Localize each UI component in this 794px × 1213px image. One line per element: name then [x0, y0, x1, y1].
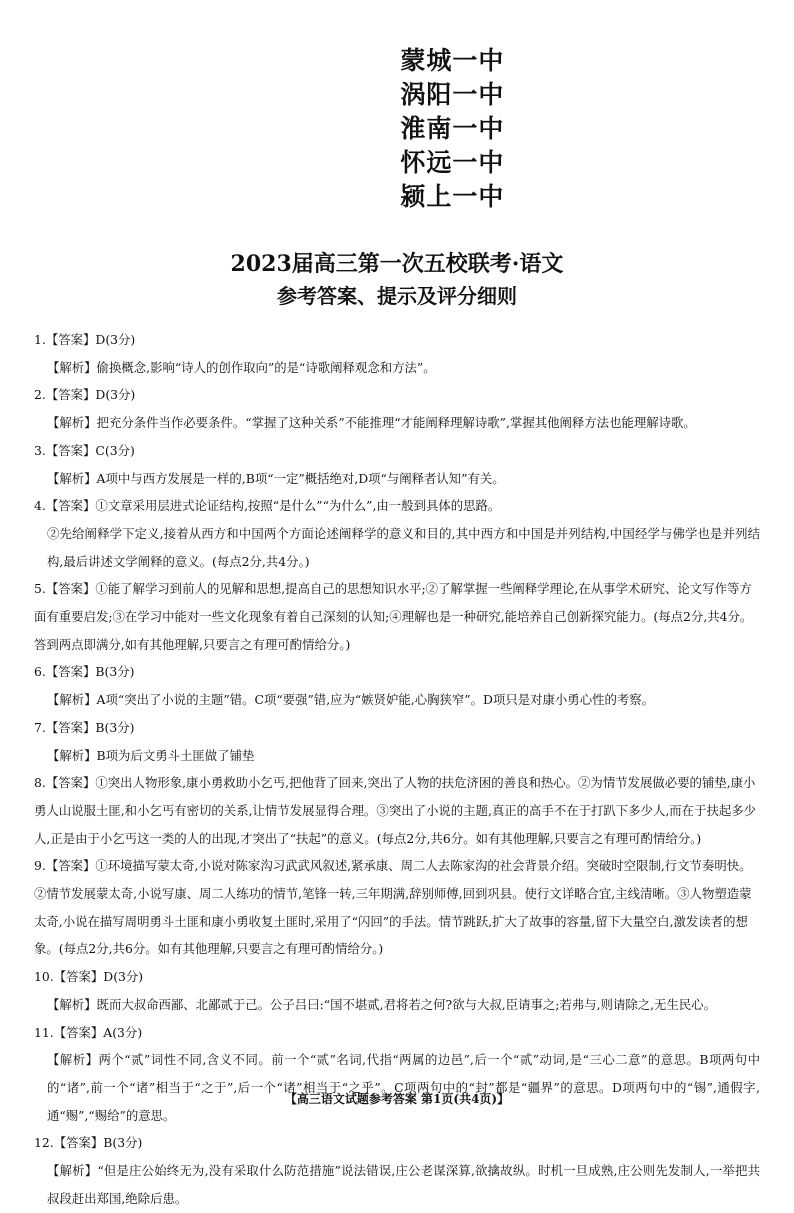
analysis-text: 【解析】“但是庄公始终无为,没有采取什么防范措施”说法错误,庄公老谋深算,欲擒故纵。时机一旦成熟,庄公则先发制人,一举把共叔段赶出郑国,绝除后患。	[47, 1163, 760, 1206]
answer-item	[34, 492, 760, 575]
analysis-text: 【解析】既而大叔命西鄙、北鄙贰于己。公子吕曰:“国不堪贰,君将若之何?欲与大叔,臣请事之;若弗与,则请除之,无生民心。	[47, 996, 717, 1012]
analysis-text: 【解析】B项为后文勇斗土匪做了铺垫	[47, 747, 255, 763]
analysis-text: 【解析】A项“突出了小说的主题”错。C项“要强”错,应为“嫉贤妒能,心胸狭窄”。D项只是对康小勇心性的考察。	[47, 692, 655, 708]
answer-item	[34, 1129, 760, 1212]
answer-line: 3.【答案】C(3分)	[34, 442, 135, 458]
answer-item	[34, 769, 760, 852]
answer-line: 5.【答案】①能了解学习到前人的见解和思想,提高自己的思想知识水平;②了解掌握一些阐释学理论,在从事学术研究、论文写作等方面有重要启发;③在学习中能对一些文化现象有着自己深刻的认知;④理解也是一种研究,能培养自己创新探究能力。(每点2分,共4分。答到两点即满分,如有其他理解,只要言之有理可酌情给分。)	[34, 581, 753, 652]
answer-line: 7.【答案】B(3分)	[34, 719, 135, 735]
answer-item	[34, 381, 760, 436]
answer-line: 11.【答案】A(3分)	[34, 1024, 143, 1040]
answer-item	[34, 575, 760, 658]
school-name: 颍上一中	[400, 182, 505, 211]
answer-list	[34, 326, 760, 1213]
answer-line: 1.【答案】D(3分)	[34, 332, 136, 347]
answer-line: 8.【答案】①突出人物形象,康小勇救助小乞丐,把他背了回来,突出了人物的扶危济困的善良和热心。②为情节发展做必要的铺垫,康小勇人山说服土匪,和小乞丐有密切的关系,让情节发展显得合理。③突出了小说的主题,真正的高手不在于打趴下多少人,而在于扶起多少人,正是由于小乞丐这一类的人的出现,才突出了“扶起”的意义。(每点2分,共6分。如有其他理解,只要言之有理可酌情给分。)	[34, 775, 757, 846]
answer-item	[34, 963, 760, 1018]
answer-line: 9.【答案】①环境描写蒙太奇,小说对陈家沟习武武风叙述,紧承康、周二人去陈家沟的社会背景介绍。突破时空限制,行文节奏明快。②情节发展蒙太奇,小说写康、周二人练功的情节,笔锋一转,三年期满,辞别师傅,回到巩县。使行文详略合宜,主线清晰。③人物塑造蒙太奇,小说在描写周明勇斗土匪和康小勇收复土匪时,采用了“闪回”的手法。情节跳跃,扩大了故事的容量,留下大量空白,激发读者的想象。(每点2分,共6分。如有其他理解,只要言之有理可酌情给分。)	[34, 858, 752, 957]
school-name: 怀远一中	[400, 148, 505, 177]
answer-line: 6.【答案】B(3分)	[34, 664, 135, 680]
answer-item	[34, 658, 760, 713]
school-name: 蒙城一中	[400, 46, 505, 75]
answer-item	[34, 852, 760, 963]
analysis-text: ②先给阐释学下定义,接着从西方和中国两个方面论述阐释学的意义和目的,其中西方和中国是并列结构,中国经学与佛学也是并列结构,最后讲述文学阐释的意义。(每点2分,共4分。)	[47, 525, 760, 569]
answer-item	[34, 1019, 760, 1130]
analysis-text: 【解析】把充分条件当作必要条件。“掌握了这种关系”不能推理“才能阐释理解诗歌”,掌握其他阐释方法也能理解诗歌。	[47, 415, 696, 431]
school-name: 涡阳一中	[400, 80, 505, 109]
analysis-text: 【解析】A项中与西方发展是一样的,B项“一定”概括绝对,D项“与阐释者认知”有关。	[47, 470, 505, 486]
answer-line: 12.【答案】B(3分)	[34, 1135, 143, 1151]
document-subtitle: 参考答案、提示及评分细则	[277, 284, 517, 308]
analysis-text: 【解析】两个“贰”词性不同,含义不同。前一个“贰”名词,代指“两属的边邑”,后一个“贰”动词,是“三心二意”的意思。B项两句中的“诸”,前一个“诸”相当于“之于”,后一个“诸”相当于“之乎”。C项两句中的“封”都是“疆界”的意思。D项两句中的“锡”,通假字,通“赐”,“赐给”的意思。	[47, 1052, 760, 1123]
answer-item	[34, 326, 760, 381]
school-name: 淮南一中	[400, 114, 505, 143]
school-names	[34, 10, 760, 248]
answer-line: 10.【答案】D(3分)	[34, 969, 144, 985]
page-footer: 【高三语文试题参考答案 第1页(共4页)】	[284, 1092, 510, 1106]
analysis-text: 【解析】偷换概念,影响“诗人的创作取向”的是“诗歌阐释观念和方法”。	[47, 359, 436, 375]
answer-line: 2.【答案】D(3分)	[34, 387, 136, 403]
answer-line: 4.【答案】①文章采用层进式论证结构,按照“是什么”“为什么”,由一般到具体的思路。	[34, 498, 501, 514]
answer-item	[34, 437, 760, 492]
answer-item	[34, 714, 760, 769]
exam-title: 2023届高三第一次五校联考·语文	[230, 251, 564, 277]
